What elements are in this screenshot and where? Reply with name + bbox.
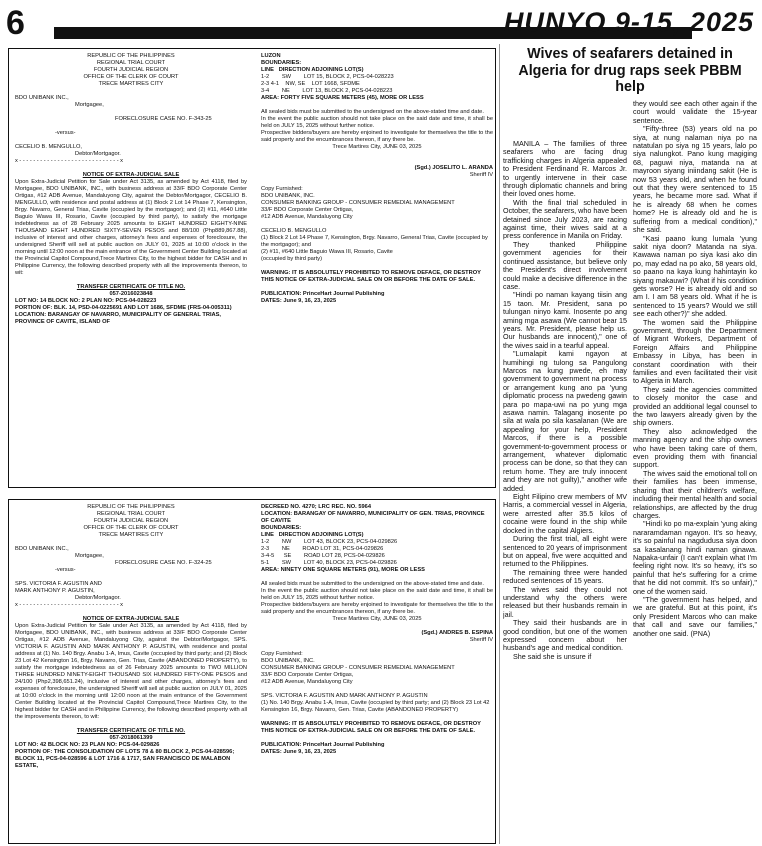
notice-title: NOTICE OF EXTRA-JUDICIAL SALE — [82, 616, 180, 622]
pub-dates: DATES: June 9, 16, 23, 2025 — [261, 298, 337, 304]
boundaries-header: LINE DIRECTION ADJOINING LOT(S) — [261, 532, 364, 538]
warning: WARNING: IT IS ABSOLUTELY PROHIBITED TO REMOVE DEFACE, OR DESTROY THIS NOTICE OF EXTRA-JUDICIAL SALE ON OR BEFORE THE DATE OF SALE. — [261, 721, 483, 734]
article-paragraph: They said the agencies committed to closely monitor the case and provided an additional legal counsel to the two lawyers already given by the ship owners. — [633, 384, 757, 428]
portion-info: PORTION OF: BLK. 14, PSD-04-0225691 AND LOT 1686, SFDME (FRS-04-005311) — [15, 305, 232, 311]
versus: -versus- — [55, 130, 76, 136]
article-paragraph: "Hindi ko po ma-explain 'yung aking nararamdaman ngayon. It's so heavy, it's so painful na nagdudusa siya doon sa kasalanang hindi naman ginawa. Napaka-unfair (I can't explain what I'm feeling right now. It's so heavy, it's so painful that he's suffering for a crime that he did not commit. It's so unfair)," one of the women said. — [633, 519, 757, 596]
court-line: OFFICE OF THE CLERK OF COURT — [83, 74, 179, 80]
mortgagor-name: SPS. VICTORIA F. AGUSTIN AND — [15, 581, 102, 587]
bids-paragraph: All sealed bids must be submitted to the undersigned on the above-stated time and date. — [261, 581, 484, 587]
notice-1-right-column — [261, 53, 493, 305]
page-number: 6 — [6, 4, 24, 42]
issue-date: HUNYO 9-15, 2025 — [503, 7, 754, 37]
boundary-row: 2-3 4-1 NW, SE LOT 1668, SFDME — [261, 81, 360, 87]
location-info: LOCATION: BARANGAY OF NAVARRO, MUNICIPALITY OF GEN. TRIAS, PROVINCE OF CAVITE — [261, 511, 487, 524]
sheriff-title: Sheriff IV — [469, 172, 493, 178]
place-date: Trece Martires City, JUNE 03, 2025 — [332, 144, 422, 150]
legal-notice-1 — [8, 48, 496, 488]
notice-1-left-column — [15, 53, 247, 326]
area-info: AREA: FORTY FIVE SQUARE METERS (45), MORE OR LESS — [261, 95, 424, 101]
reschedule-paragraph: In the event the public auction should not take place on the said date and time, it shall be held on JULY 15, 2025 without further notice. — [261, 588, 495, 601]
mortgagor-name: CECELIO B. MENGULLO, — [15, 144, 83, 150]
tct-number: 057-2018061399 — [109, 735, 153, 741]
copy-furnished: Copy Furnished: — [261, 651, 303, 657]
article-paragraph: The wives said the emotional toll on their families has been immense, sharing that their children's welfare, including their mental health and social relationships, are affected by the drug charges. — [633, 468, 757, 520]
cf-line: SPS. VICTORIA F. AGUSTIN AND MARK ANTHONY P. AGUSTIN — [261, 693, 428, 699]
bidders-paragraph: Prospective bidders/buyers are hereby enjoined to investigate for themselves the title to the said property and the encumbrances thereon, if any there be. — [261, 130, 495, 143]
news-article — [503, 40, 757, 845]
lot-info: LOT NO: 42 BLOCK NO: 23 PLAN NO: PCS-04-029826 — [15, 742, 160, 748]
court-line: REPUBLIC OF THE PHILIPPINES — [87, 53, 175, 59]
cf-line: #12 ADB Avenue, Mandaluyong City — [261, 679, 353, 685]
court-line: OFFICE OF THE CLERK OF COURT — [83, 525, 179, 531]
tct-heading: TRANSFER CERTIFICATE OF TITLE NO. — [76, 728, 186, 734]
cf-line: (occupied by third party) — [261, 256, 323, 262]
lot-info: LOT NO: 14 BLOCK NO: 2 PLAN NO: PCS-04-028223 — [15, 298, 157, 304]
article-paragraph: MANILA – The families of three seafarers who are facing drug trafficking charges in Algeria appealed to President Ferdinand R. Marcos Jr. to urgently intervene in their case through diplomatic channels and bring their loved ones home. — [503, 139, 627, 199]
pub-dates: DATES: June 9, 16, 23, 2025 — [261, 749, 337, 755]
boundary-row: 5-1 SW LOT 40, BLOCK 23, PCS-04-029826 — [261, 560, 397, 566]
bids-paragraph: All sealed bids must be submitted to the undersigned on the above-stated time and date. — [261, 109, 484, 115]
court-line: FOURTH JUDICIAL REGION — [93, 67, 169, 73]
article-paragraph: Eight Filipino crew members of MV Harris, a commercial vessel in Algeria, were arrested after 35.5 kilos of cocaine were found in the ship while docked in the capital Algiers. — [503, 492, 627, 535]
article-column-1 — [503, 140, 627, 661]
article-paragraph: They said their husbands are in good condition, but one of the women expressed concern about her husband's age and medical condition. — [503, 618, 627, 653]
boundaries-heading: BOUNDARIES: — [261, 60, 302, 66]
article-paragraph: "Kasi paano kung lumala 'yung sakit niya doon? Matanda na siya. Kawawa naman po siya kasi ako din po, may edad na po ako, 58 years old, so paano na kaya kung hahintayin ko siyang makauwi? (What if his condition gets worse? He is already old and so am I. I am 58 years old. What if he is sentenced to 15 years? Would we still see each other?)" she added. — [633, 233, 757, 319]
cf-line: CONSUMER BANKING GROUP - CONSUMER REMEDIAL MANAGEMENT — [261, 200, 455, 206]
article-paragraph: The women said the Philippine government, through the Department of Migrant Workers, Department of Foreign Affairs and Philippine Embassy in Libya, has been in constant coordination with their families and even facilitated their visit to Algeria in March. — [633, 317, 757, 386]
article-paragraph: "Hindi po naman kayang tiisin ang 15 taon. Mr. President, sana po tulungan ninyo kami. Inosente po ang aming mga asawa (We cannot bear 15 years. Mr. President, please help us. Our husbands are innocent)," one of the wives said in a tearful appeal. — [503, 290, 627, 350]
notice-body: Upon Extra-Judicial Petition for Sale under Act 3135, as amended by Act 4118, filed by Mortgagee, BDO UNIBANK, INC., with business address at 33/F BDO Corporate Center Ortigas, #12 ADB Avenue, Mandaluyong City, against the Debtor/Mortgagor, SPS. VICTORIA F. AGUSTIN AND MARK ANTHONY P. AGUSTIN, with residence and postal address at (1) No. 140 Brgy. Anabu 1-A, Imus, Cavite (occupied by third party; and (2) Block 23 Lot 42 Kensington 16, Brgy. Navarro, Gen. Trias, Cavite (ABANDONED PROPERTY), to satisfy the mortgage indebtedness as of 26 February 2025 amounts to TWO MILLION THREE HUNDRED NINETY-EIGHT THOUSAND SIX HUNDRED FIFTY-ONE PESOS and 24/100 (Php2,398,651.24), inclusive of interest and other charges, attorney's fees and expenses of foreclosure, the undersigned Sheriff will sell at public auction on JULY 01, 2025 at 10:00 o'clock in the morning until 12:00 noon at the main entrance of the Government Center Building located at the Provincial Capitol Compound,Trece Martires City, to the highest bidder for CASH and in Philippine Currency, the following described property with all the improvements thereon, to wit: — [15, 623, 249, 720]
article-paragraph: She said she is unsure if — [513, 651, 592, 661]
cf-line: (2) #11, #640 Little Baguio Wawa III, Rosario, Cavite — [261, 249, 393, 255]
boundary-row: 3-4 NE LOT 13, BLOCK 2, PCS-04-028223 — [261, 88, 393, 94]
separator: x - - - - - - - - - - - - - - - - - - - - - - - - - - - - - x — [15, 602, 124, 608]
boundary-row: 1-2 SW LOT 15, BLOCK 2, PCS-04-028223 — [261, 74, 394, 80]
boundary-row: 2-3 NE ROAD LOT 31, PCS-04-029826 — [261, 546, 384, 552]
article-paragraph: "Lumalapit kami ngayon at humihingi ng tulong sa Pangulong Marcos na kung pwede, eh may government to government na process or arrangement kung ano pa 'yung diplomatic process na pwedeng gawin para po mapa-uwi na po yung mga asawa namin. Talagang inosente po sila at wala po sila kasalanan (We are appealing for your help, President Marcos, if there is a possible government-to-government process or arrangement, whatever diplomatic process can be done, so that they can return home. They are truly innocent and they are not guilty)," another wife added. — [503, 349, 627, 493]
cf-line: BDO UNIBANK, INC. — [261, 658, 315, 664]
tct-heading: TRANSFER CERTIFICATE OF TITLE NO. — [76, 284, 186, 290]
notice-body: Upon Extra-Judicial Petition for Sale under Act 3135, as amended by Act 4118, filed by Mortgagee, BDO UNIBANK, INC., with business address at 33/F BDO Corporate Center Ortigas, #12 ADB Avenue, Mandaluyong City, against the Debtor/Mortgagor, CECELIO B. MENGULLO, with residence and postal address at (1) Block 2 Lot 14 Phase 7, Kensington, Brgy. Navarro, General Trias, Cavite (occupied by the mortgagor); and (2) #11, #640 Little Baguio Wawa III, Rosario, Cavite (occupied by third party), to satisfy the mortgage indebtedness as of 28 February 2025 amounts to EIGHT HUNDRED EIGHTY-NINE THOUSAND EIGHT HUNDRED SIXTY-SEVEN PESOS and 88/100 (Php889,867.88), inclusive of interest and other charges, attorney's fees and expenses of foreclosure, the undersigned Sheriff will sell at public auction on JULY 01, 2025 at 10:00 o'clock in the morning until 12:00 noon at the main entrance of the Government Center Building located at the Provincial Capitol Compound,Trece Martires City, to the highest bidder for CASH and in Philippine Currency, the following described property with all the improvements thereon, to wit: — [15, 179, 249, 276]
bidders-paragraph: Prospective bidders/buyers are hereby enjoined to investigate for themselves the title to the said property and the encumbrances thereon, if any there be. — [261, 602, 495, 615]
sheriff-name: (Sgd.) ANDRES B. ESPINA — [421, 630, 493, 636]
portion-info: PORTION OF: THE CONSOLIDATION OF LOTS 78 & 80 BLOCK 2, PCS-04-028596; BLOCK 11, PCS-04-028596 & LOT 1716 & 1717, SAN FRANCISCO DE MALABON ESTATE, — [15, 749, 236, 769]
decree-info: DECREED NO. 4270; LRC REC. NO. 5964 — [261, 504, 371, 510]
boundary-row: 1-2 NW LOT 43, BLOCK 23, PCS-04-029826 — [261, 539, 398, 545]
copy-furnished: Copy Furnished: — [261, 186, 303, 192]
location-cont: LUZON — [261, 53, 281, 59]
article-paragraph: The remaining three were handed reduced sentences of 15 years. — [503, 567, 627, 586]
publication: PUBLICATION: PrinceHart Journal Publishing — [261, 742, 385, 748]
court-line: TRECE MARTIRES CITY — [98, 532, 164, 538]
notice-title: NOTICE OF EXTRA-JUDICIAL SALE — [82, 172, 180, 178]
case-number: FORECLOSURE CASE NO. F-343-25 — [115, 116, 212, 122]
cf-line: 33/F BDO Corporate Center Ortigas, — [261, 672, 354, 678]
reschedule-paragraph: In the event the public auction should not take place on the said date and time, it shall be held on JULY 15, 2025 without further notice. — [261, 116, 495, 129]
place-date: Trece Martires City, JUNE 03, 2025 — [332, 616, 422, 622]
cf-line: #12 ADB Avenue, Mandaluyong City — [261, 214, 353, 220]
court-line: FOURTH JUDICIAL REGION — [93, 518, 169, 524]
notice-2-left-column — [15, 504, 247, 770]
tct-number: 057-2016023848 — [109, 291, 153, 297]
mortgagor-role: Debtor/Mortgagor. — [75, 595, 121, 601]
publication: PUBLICATION: PrinceHart Journal Publishing — [261, 291, 385, 297]
boundaries-heading: BOUNDARIES: — [261, 525, 302, 531]
cf-line: (1) No. 140 Brgy. Anabu 1-A, Imus, Cavite (occupied by third party; and (2) Block 23 Lot 42 Kensington 16, Brgy. Navarro, Gen. Trias, Cavite (ABANDONED PROPERTY) — [261, 700, 492, 713]
article-column-2 — [633, 100, 757, 638]
mortgagee-role: Mortgagee, — [75, 102, 104, 108]
article-paragraph: During the first trial, all eight were sentenced to 20 years of imprisonment but on appeal, five were acquitted and returned to the Philippines. — [503, 534, 627, 569]
court-line: REGIONAL TRIAL COURT — [96, 511, 166, 517]
article-paragraph: They thanked Philippine government agencies for their continued assistance, but believe only the President's direct involvement could make a decisive difference in the case. — [503, 239, 627, 291]
page-header — [0, 0, 762, 44]
sheriff-name: (Sgd.) JOSELITO L. ARANDA — [414, 165, 493, 171]
article-paragraph: "Fifty-three (53) years old na po siya, at nung nalaman niya po na natatulan po siya ng 15 years, lalo po siya nalungkot. Pano kung magiging 68, paguwi niya, matanda na at mayroon siyang iniindang sakit (He is now 53 years old, and when he found out that they were sentenced to 15 years, he became more sad. What if he is already 68 when he comes home? He is already old and he is suffering from a medical condition)," she said. — [633, 124, 757, 235]
cf-line: BDO UNIBANK, INC. — [261, 193, 315, 199]
sheriff-title: Sheriff IV — [469, 637, 493, 643]
boundaries-header: LINE DIRECTION ADJOINING LOT(S) — [261, 67, 364, 73]
boundary-row: 3-4-5 SE ROAD LOT 28, PCS-04-029826 — [261, 553, 385, 559]
location-info: LOCATION: BARANGAY OF NAVARRO, MUNICIPALITY OF GENERAL TRIAS, PROVINCE OF CAVITE, ISLAND OF — [15, 312, 223, 325]
article-paragraph: The wives said they could not understand why the others were released but their husbands remain in jail. — [503, 584, 627, 619]
cf-line: CECELIO B. MENGULLO — [261, 228, 327, 234]
notice-2-right-column — [261, 504, 493, 756]
mortgagee-role: Mortgagee, — [75, 553, 104, 559]
cf-line: 33/F BDO Corporate Center Ortigas, — [261, 207, 354, 213]
court-line: TRECE MARTIRES CITY — [98, 81, 164, 87]
article-paragraph: they would see each other again if the court would validate the 15-year sentence. — [633, 99, 757, 125]
court-line: REGIONAL TRIAL COURT — [96, 60, 166, 66]
separator: x - - - - - - - - - - - - - - - - - - - - - - - - - - - - - x — [15, 158, 124, 164]
article-headline: Wives of seafarers detained in Algeria for drug raps seek PBBM help — [518, 46, 742, 95]
article-paragraph: "The government has helped, and we are grateful. But at this point, it's only President Marcos who can make that call and save our families," another one said. (PNA) — [633, 594, 757, 638]
mortgagee-name: BDO UNIBANK INC., — [15, 546, 69, 552]
court-line: REPUBLIC OF THE PHILIPPINES — [87, 504, 175, 510]
mortgagor-role: Debtor/Mortgagor. — [75, 151, 121, 157]
cf-line: CONSUMER BANKING GROUP - CONSUMER REMEDIAL MANAGEMENT — [261, 665, 455, 671]
article-paragraph: With the final trial scheduled in October, the seafarers, who have been detained since July 2023, are racing against time, their wives said at a press conference in Manila on Friday. — [503, 197, 627, 241]
article-paragraph: They also acknowledged the manning agency and the ship owners who have been taking care of them, even providing them with financial support. — [633, 426, 757, 470]
case-number: FORECLOSURE CASE NO. F-324-25 — [115, 560, 212, 566]
warning: WARNING: IT IS ABSOLUTELY PROHIBITED TO REMOVE DEFACE, OR DESTROY THIS NOTICE OF EXTRA-JUDICIAL SALE ON OR BEFORE THE DATE OF SALE. — [261, 270, 483, 283]
mortgagee-name: BDO UNIBANK INC., — [15, 95, 69, 101]
area-info: AREA: NINETY ONE SQUARE METERS (91), MORE OR LESS — [261, 567, 425, 573]
versus: -versus- — [55, 567, 76, 573]
mortgagor-name: MARK ANTHONY P. AGUSTIN, — [15, 588, 95, 594]
legal-notice-2 — [8, 499, 496, 844]
column-divider — [499, 44, 500, 844]
cf-line: (1) Block 2 Lot 14 Phase 7, Kensington, Brgy. Navarro, General Trias, Cavite (occupied by the mortgagor); and — [261, 235, 490, 248]
